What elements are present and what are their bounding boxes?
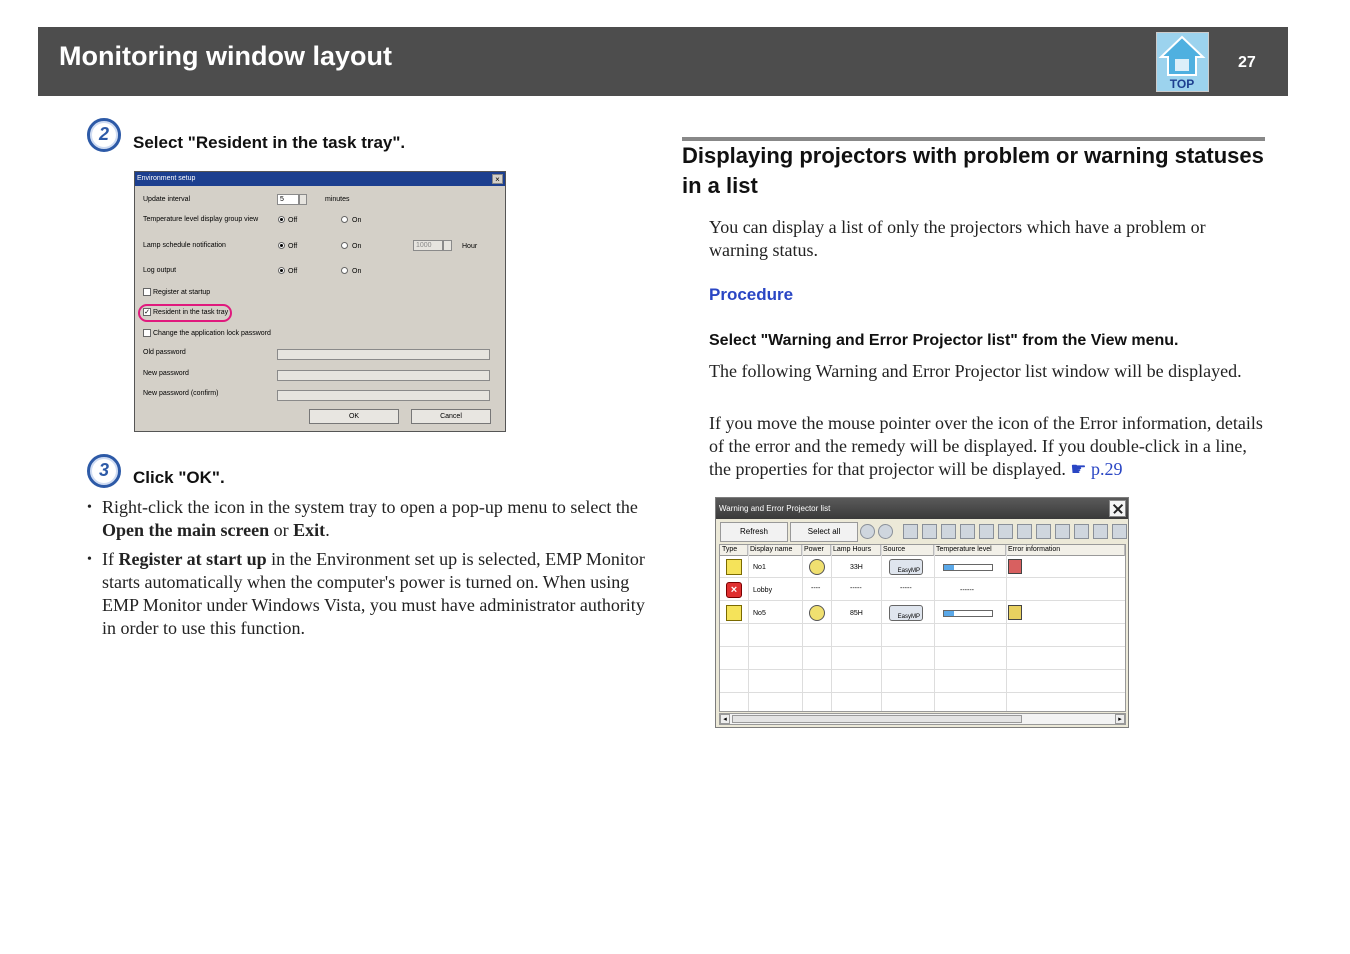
lamp-hours-input[interactable]: 1000 — [413, 240, 443, 251]
step-number-badge: 2 — [87, 118, 121, 152]
scroll-left-icon[interactable]: ◂ — [720, 714, 730, 724]
spinner-icon[interactable] — [443, 240, 452, 251]
pointer-icon: ☛ — [1070, 459, 1087, 479]
resident-tray-checkbox[interactable]: ✓ — [144, 309, 150, 316]
projector-table — [719, 544, 1126, 712]
source-icon: EasyMP — [889, 559, 923, 575]
refresh-button[interactable]: Refresh — [720, 522, 788, 542]
warning-icon — [726, 605, 742, 621]
log-label: Log output — [143, 267, 177, 274]
display-name: No1 — [753, 564, 766, 571]
source-icon[interactable] — [903, 524, 918, 539]
source-icon[interactable] — [941, 524, 956, 539]
spinner-icon[interactable] — [299, 194, 307, 205]
warning-error-list-window — [715, 497, 1129, 728]
off-label: Off — [288, 268, 298, 275]
standby-icon[interactable] — [860, 524, 875, 539]
update-interval-input[interactable]: 5 — [277, 194, 299, 205]
power-icon[interactable] — [878, 524, 893, 539]
new-password-input[interactable] — [277, 370, 490, 381]
table-row[interactable] — [720, 579, 1125, 601]
source: ----- — [900, 585, 912, 592]
power-status-icon — [809, 605, 825, 621]
lamp-on-radio[interactable] — [341, 242, 348, 249]
message-icon[interactable] — [1093, 524, 1108, 539]
change-password-label: Change the application lock password — [153, 330, 271, 337]
old-password-label: Old password — [143, 349, 186, 356]
page-title: Monitoring window layout — [59, 41, 392, 71]
off-label: Off — [288, 243, 298, 250]
display-name: Lobby — [753, 587, 773, 594]
note-item: • Right-click the icon in the system tray to open a pop-up menu to select the Open the main screen or Exit. — [87, 496, 657, 542]
new-password-confirm-label: New password (confirm) — [143, 390, 219, 397]
new-password-label: New password — [143, 370, 189, 377]
temperature-label: Temperature level display group view — [143, 216, 259, 223]
window-title: Warning and Error Projector list — [716, 498, 1128, 519]
temperature-level: ------ — [960, 587, 974, 594]
table-row — [720, 625, 1125, 647]
projector-icon[interactable] — [1074, 524, 1089, 539]
display-name: No5 — [753, 610, 766, 617]
close-icon[interactable] — [1109, 500, 1126, 517]
page-link[interactable]: p.29 — [1091, 459, 1123, 479]
close-icon[interactable]: × — [492, 174, 503, 184]
source-icon[interactable] — [998, 524, 1013, 539]
temperature-bar — [943, 564, 993, 571]
page-number: 27 — [1238, 54, 1256, 71]
power-status: ---- — [811, 585, 821, 592]
resident-tray-label: Resident in the task tray — [153, 309, 229, 316]
power-status-icon — [809, 559, 825, 575]
section-title: Displaying projectors with problem or warning statuses in a list — [682, 143, 1264, 198]
column-header[interactable]: Temperature level — [934, 545, 1006, 556]
lamp-hours: 33H — [850, 564, 863, 571]
home-icon — [1157, 33, 1208, 91]
change-password-checkbox[interactable] — [143, 329, 151, 337]
on-label: On — [352, 268, 362, 275]
column-header[interactable]: Lamp Hours — [831, 545, 881, 556]
intro-paragraph: You can display a list of only the projectors which have a problem or warning status. — [709, 217, 1206, 260]
source-icon: EasyMP — [889, 605, 923, 621]
source-icon[interactable] — [960, 524, 975, 539]
lamp-label: Lamp schedule notification — [143, 242, 226, 249]
on-label: On — [352, 217, 362, 224]
paragraph: The following Warning and Error Projector list window will be displayed. — [709, 361, 1242, 381]
column-header[interactable]: Power — [802, 545, 831, 556]
lamp-off-radio[interactable] — [278, 242, 285, 249]
dialog-title: Environment setup — [135, 172, 505, 186]
hour-label: Hour — [462, 243, 478, 250]
step-title: Select "Resident in the task tray". — [133, 133, 406, 152]
new-password-confirm-input[interactable] — [277, 390, 490, 401]
column-header[interactable]: Type — [720, 545, 748, 556]
log-on-radio[interactable] — [341, 267, 348, 274]
table-row[interactable] — [720, 602, 1125, 624]
note-item: • If Register at start up in the Environment set up is selected, EMP Monitor starts automatically when the computer's power is turned on. When using EMP Monitor under Windows Vista, you must have administrator authority in order to use this function. — [87, 548, 657, 640]
page-header — [38, 27, 1288, 96]
error-info-icon[interactable] — [1008, 605, 1022, 620]
source-icon[interactable] — [1017, 524, 1032, 539]
ok-button[interactable]: OK — [309, 409, 399, 424]
source-icon[interactable] — [922, 524, 937, 539]
lamp-hours: 85H — [850, 610, 863, 617]
top-label: TOP — [1169, 77, 1195, 91]
temperature-bar — [943, 610, 993, 617]
warning-icon — [726, 559, 742, 575]
table-row — [720, 648, 1125, 670]
temp-on-radio[interactable] — [341, 216, 348, 223]
off-label: Off — [288, 217, 298, 224]
register-startup-checkbox[interactable] — [143, 288, 151, 296]
scroll-right-icon[interactable]: ▸ — [1115, 714, 1125, 724]
av-mute-icon[interactable] — [1036, 524, 1051, 539]
step-number-badge: 3 — [87, 454, 121, 488]
column-header[interactable]: Source — [881, 545, 934, 556]
error-info-icon[interactable] — [1008, 559, 1022, 574]
minutes-label: minutes — [325, 196, 350, 203]
column-header[interactable]: Error information — [1006, 545, 1125, 556]
cancel-button[interactable]: Cancel — [411, 409, 491, 424]
update-interval-label: Update interval — [143, 196, 191, 203]
old-password-input[interactable] — [277, 349, 490, 360]
lamp-hours: ----- — [850, 585, 862, 592]
procedure-heading: Procedure — [709, 285, 794, 304]
settings-icon[interactable] — [1112, 524, 1127, 539]
error-icon: × — [726, 582, 742, 598]
table-row — [720, 671, 1125, 693]
table-row[interactable] — [720, 556, 1125, 578]
horizontal-scrollbar[interactable] — [719, 713, 1126, 725]
scroll-thumb[interactable] — [732, 715, 1022, 723]
select-all-button[interactable]: Select all — [790, 522, 858, 542]
av-mute-icon[interactable] — [1055, 524, 1070, 539]
temp-off-radio[interactable] — [278, 216, 285, 223]
log-off-radio[interactable] — [278, 267, 285, 274]
paragraph: If you move the mouse pointer over the icon of the Error information, details of the error and the remedy will be displayed. If you double-click in a line, the properties for that projector will be displayed. ☛ p.29 — [709, 413, 1263, 479]
step-title: Click "OK". — [133, 468, 225, 487]
register-startup-label: Register at startup — [153, 289, 211, 296]
column-header[interactable]: Display name — [748, 545, 802, 556]
on-label: On — [352, 243, 362, 250]
notes-list — [87, 496, 657, 646]
source-icon[interactable] — [979, 524, 994, 539]
top-button[interactable] — [1156, 32, 1209, 92]
procedure-step: Select "Warning and Error Projector list" from the View menu. — [709, 332, 1179, 349]
environment-setup-dialog — [134, 171, 506, 432]
